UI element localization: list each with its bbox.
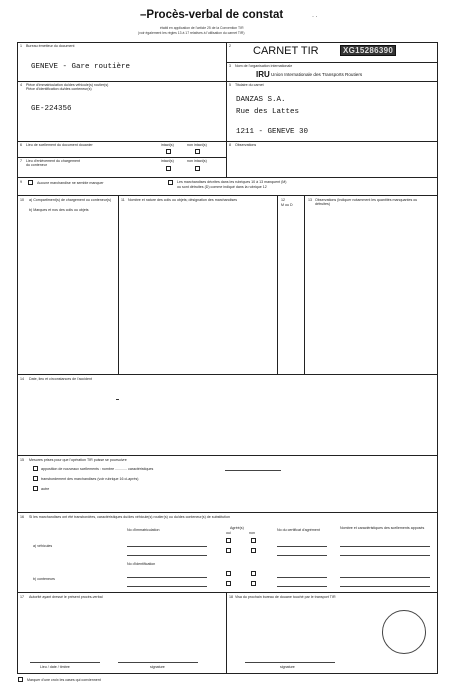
section-4-label-1: Pièce d'immatriculation du/des véhicule(s) routier(s) bbox=[26, 83, 109, 87]
divider bbox=[17, 592, 438, 593]
divider bbox=[17, 177, 438, 178]
vehicle-seals-line-2[interactable] bbox=[340, 555, 430, 556]
divider bbox=[17, 374, 438, 375]
subtitle-line-1: établi en application de l'article 25 de la Convention TIR bbox=[160, 26, 244, 30]
container-1-no-checkbox[interactable] bbox=[251, 571, 256, 576]
place-date-line[interactable] bbox=[30, 662, 100, 663]
divider bbox=[226, 592, 227, 674]
section-16-label: Si les marchandises ont été transbordées, caractéristiques du/des véhicule(s) routier(s) ou du/des conteneur(s) de substitution bbox=[29, 515, 230, 519]
place-date-label: Lieu / date / timbre bbox=[40, 665, 70, 669]
vehicle-seals-line-1[interactable] bbox=[340, 546, 430, 547]
carnet-tir-label: CARNET TIR bbox=[253, 45, 319, 57]
new-seals-checkbox[interactable] bbox=[33, 466, 38, 471]
vehicle-1-yes-checkbox[interactable] bbox=[226, 538, 231, 543]
not-intact-label: non intact(s) bbox=[187, 143, 207, 147]
transhipment-label: transbordement des marchandises (voir rubrique 16 ci-après) bbox=[41, 477, 139, 481]
container-2-yes-checkbox[interactable] bbox=[226, 581, 231, 586]
container-id-line-1[interactable] bbox=[127, 577, 207, 578]
signature-label: signature bbox=[150, 665, 165, 669]
subtitle-line-2: (voir également les règles 13 à 17 relatives à l'utilisation du carnet TIR) bbox=[138, 31, 245, 35]
vehicle-2-yes-checkbox[interactable] bbox=[226, 548, 231, 553]
section-1-label: Bureau émetteur du document bbox=[26, 44, 75, 48]
section-number: 15 bbox=[20, 458, 24, 462]
stamp-circle bbox=[382, 610, 426, 654]
holder-line-2: Rue des Lattes bbox=[236, 108, 300, 116]
section-7-label-2: du conteneur bbox=[26, 163, 47, 167]
section-11-label: Nombre et nature des colis ou objets; désignation des marchandises bbox=[128, 198, 238, 202]
section-7-label-1: Lieu d'enlèvement du chargement bbox=[26, 159, 81, 163]
divider bbox=[118, 195, 119, 374]
vehicle-2-no-checkbox[interactable] bbox=[251, 548, 256, 553]
container-seals-line-1[interactable] bbox=[340, 577, 430, 578]
section-number: 9 bbox=[20, 180, 22, 184]
container-seals-line-2[interactable] bbox=[340, 586, 430, 587]
section-17-label: Autorité ayant dressé le présent procès-verbal bbox=[29, 595, 103, 599]
certificate-col-label: No du certificat d'agrément bbox=[277, 528, 320, 532]
section-12-label: M ou D bbox=[281, 203, 293, 207]
seal-intact-checkbox[interactable] bbox=[166, 149, 171, 154]
section-number: 7 bbox=[20, 159, 22, 163]
footer-note: Marquer d'une croix les cases qui conviennent bbox=[27, 678, 101, 682]
not-intact-label: non intact(s) bbox=[187, 159, 207, 163]
container-id-line-2[interactable] bbox=[127, 586, 207, 587]
container-1-yes-checkbox[interactable] bbox=[226, 571, 231, 576]
registration-col-label: No d'immatriculation bbox=[127, 528, 160, 532]
intact-label: intact(s) bbox=[161, 143, 174, 147]
section-number: 17 bbox=[20, 595, 24, 599]
section-9-label: Aucune marchandise ne semble manquer bbox=[37, 181, 104, 185]
divider bbox=[226, 141, 227, 177]
section-5-label: Titulaire du carnet bbox=[235, 83, 264, 87]
authority-signature-line[interactable] bbox=[118, 662, 198, 663]
container-cert-line-2[interactable] bbox=[277, 586, 327, 587]
section-8-label: Observations bbox=[235, 143, 257, 147]
section-13-label: Observations (Indiquer notamment les quantités manquantes ou détruites) bbox=[315, 198, 418, 207]
vehicles-row-label: a) véhicules bbox=[33, 544, 53, 548]
seals-col-label: Nombre et caractéristiques des scellements apposés bbox=[340, 526, 425, 530]
intact-label: intact(s) bbox=[161, 159, 174, 163]
signature-label: signature bbox=[280, 665, 295, 669]
holder-line-3: 1211 - GENEVE 30 bbox=[236, 128, 309, 136]
footer-checkbox-sample bbox=[18, 677, 23, 682]
divider bbox=[226, 42, 227, 141]
section-10-label-a: a) Compartiment(s) de chargement ou conteneur(s) bbox=[29, 198, 112, 202]
section-number: 11 bbox=[121, 198, 125, 202]
section-number: 6 bbox=[20, 143, 22, 147]
holder-line-1: DANZAS S.A. bbox=[236, 96, 286, 104]
office-signature-line[interactable] bbox=[245, 662, 335, 663]
divider bbox=[17, 512, 438, 513]
section-number: 5 bbox=[229, 83, 231, 87]
section-number: 16 bbox=[20, 515, 24, 519]
divider bbox=[17, 141, 438, 142]
seal-broken-checkbox[interactable] bbox=[195, 149, 200, 154]
approved-yes-label: oui bbox=[226, 531, 231, 535]
section-number: 3 bbox=[229, 64, 231, 68]
section-3-label: Nom de l'organisation internationale bbox=[235, 64, 293, 68]
container-cert-line-1[interactable] bbox=[277, 577, 327, 578]
vehicle-reg-line-2[interactable] bbox=[127, 555, 207, 556]
approved-col-label: Agréé(s) bbox=[230, 526, 244, 530]
page-title: –Procès-verbal de constat bbox=[140, 9, 284, 21]
section-9-label-c: ou sont détruites (D) comme indiqué dans la rubrique 12 bbox=[177, 185, 267, 189]
section-number: 10 bbox=[20, 198, 24, 202]
section-15-label: Mesures prises pour que l'opération TIR puisse se poursuivre bbox=[29, 458, 127, 462]
carnet-number-stamp: XG15286390 bbox=[340, 45, 396, 56]
section-14-label: Date, lieu et circonstances de l'accident bbox=[29, 377, 93, 381]
speck bbox=[116, 399, 119, 400]
vehicle-cert-line-1[interactable] bbox=[277, 546, 327, 547]
form-frame bbox=[17, 42, 438, 674]
divider bbox=[17, 81, 438, 82]
divider bbox=[277, 195, 278, 374]
new-seals-label: apposition de nouveaux scellements : nombre ............ caractéristiques bbox=[41, 467, 154, 471]
containers-row-label: b) conteneurs bbox=[33, 577, 55, 581]
transhipment-checkbox[interactable] bbox=[33, 476, 38, 481]
vehicle-cert-line-2[interactable] bbox=[277, 555, 327, 556]
container-intact-checkbox[interactable] bbox=[166, 166, 171, 171]
divider bbox=[17, 195, 438, 196]
iru-logo: IRU bbox=[256, 70, 270, 79]
vehicle-1-no-checkbox[interactable] bbox=[251, 538, 256, 543]
vehicle-reg-line-1[interactable] bbox=[127, 546, 207, 547]
container-broken-checkbox[interactable] bbox=[195, 166, 200, 171]
divider bbox=[17, 455, 438, 456]
section-10-label-b: b) Marques et nos des colis ou objets bbox=[29, 208, 89, 212]
divider bbox=[226, 62, 438, 63]
registration-value: GE-224356 bbox=[31, 105, 72, 113]
section-number: 1 bbox=[20, 44, 22, 48]
issuing-office-value: GENEVE - Gare routière bbox=[31, 63, 131, 71]
other-measure-label: autre bbox=[41, 487, 50, 491]
section-18-label: Visa du prochain bureau de douane touché par le transport TIR bbox=[235, 595, 336, 599]
header-dots: · · bbox=[312, 14, 318, 20]
container-2-no-checkbox[interactable] bbox=[251, 581, 256, 586]
section-6-label: Lieu de scellement du document douanier bbox=[26, 143, 93, 147]
approved-no-label: non bbox=[249, 531, 255, 535]
other-measure-checkbox[interactable] bbox=[33, 486, 38, 491]
nothing-missing-checkbox[interactable] bbox=[28, 180, 33, 185]
iru-name: Union Internationale des Transports Routiers bbox=[271, 72, 363, 77]
section-number: 14 bbox=[20, 377, 24, 381]
section-number: 18 bbox=[229, 595, 233, 599]
identification-col-label: No d'identification bbox=[127, 562, 156, 566]
section-9-label-b: Les marchandises décrites dans les rubriques 10 à 13 manquent (M) bbox=[177, 180, 287, 184]
section-number: 4 bbox=[20, 83, 22, 87]
seal-characteristics-line[interactable] bbox=[225, 470, 281, 471]
section-number: 2 bbox=[229, 44, 231, 48]
section-number: 8 bbox=[229, 143, 231, 147]
section-4-label-2: Pièce d'identification du/des conteneur(s) bbox=[26, 87, 92, 91]
goods-missing-checkbox[interactable] bbox=[168, 180, 173, 185]
section-number: 13 bbox=[308, 198, 312, 202]
divider bbox=[17, 157, 226, 158]
section-number: 12 bbox=[281, 198, 285, 202]
divider bbox=[304, 195, 305, 374]
